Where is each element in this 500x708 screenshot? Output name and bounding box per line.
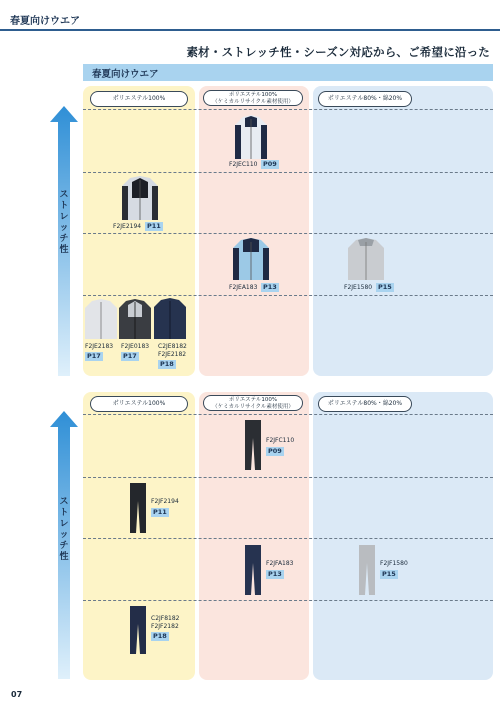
product-code: F2JE1580: [344, 284, 373, 291]
page-ref-badge[interactable]: P09: [263, 160, 277, 168]
page-ref-badge[interactable]: P13: [263, 283, 277, 291]
material-pill: ポリエステル100%: [90, 396, 188, 412]
page-ref-badge[interactable]: P09: [268, 447, 282, 455]
header-title: 春夏向けウエア: [10, 16, 80, 27]
material-pill: ポリエステル80%・綿20%: [318, 396, 412, 412]
stretch-axis-label: ス ト レ ッ チ 性: [59, 497, 69, 562]
page-ref-badge[interactable]: P17: [123, 352, 137, 360]
product-code: C2JF8182: [151, 615, 180, 622]
material-pill: ポリエステル80%・綿20%: [318, 91, 412, 107]
product-code: F2JE2194: [113, 223, 142, 230]
column-poly80-cotton20-pants: [313, 392, 493, 680]
material-pill-line: （ケミカルリサイクル素材使用）: [212, 404, 294, 410]
product-code: C2JE8182: [158, 343, 187, 350]
product-code: F2JEC110: [229, 161, 258, 168]
grid-line: [83, 295, 493, 296]
grid-line: [83, 172, 493, 173]
grid-line: [83, 233, 493, 234]
jacket-image: [153, 296, 187, 341]
product-code: F2JF2182: [151, 623, 179, 630]
jacket-image: [233, 113, 269, 161]
page-ref-badge[interactable]: P18: [153, 632, 167, 640]
headline: 素材・ストレッチ性・シーズン対応から、ご希望に沿った: [186, 45, 490, 59]
header-rule: [0, 29, 500, 31]
material-pill: ポリエステル100%: [90, 91, 188, 107]
jacket-image: [346, 236, 386, 282]
column-poly80-cotton20-jackets: [313, 86, 493, 376]
pants-image: [128, 481, 148, 535]
product-code: F2JE0183: [121, 343, 150, 350]
jacket-image: [118, 297, 152, 341]
section-title: 春夏向けウエア: [92, 69, 159, 80]
grid-line: [83, 600, 493, 601]
grid-line: [83, 414, 493, 415]
grid-line: [83, 538, 493, 539]
page-ref-badge[interactable]: P13: [268, 570, 282, 578]
pants-image: [243, 543, 263, 597]
product-code: F2JF1580: [380, 560, 408, 567]
product-code: F2JF2194: [151, 498, 179, 505]
page-number: 07: [11, 690, 23, 699]
product-code: F2JE2183: [85, 343, 114, 350]
pants-image: [128, 604, 148, 656]
product-code: F2JFA183: [266, 560, 294, 567]
product-code: F2JEA183: [229, 284, 258, 291]
page-ref-badge[interactable]: P15: [378, 283, 392, 291]
page-ref-badge[interactable]: P17: [87, 352, 101, 360]
page-ref-badge[interactable]: P11: [153, 508, 167, 516]
page-ref-badge[interactable]: P11: [147, 222, 161, 230]
jacket-image: [84, 297, 118, 341]
material-pill-line: ポリエステル100%: [228, 397, 278, 403]
product-code: F2JE2182: [158, 351, 187, 358]
pants-image: [357, 543, 377, 597]
jacket-image: [231, 236, 271, 282]
page-ref-badge[interactable]: P15: [382, 570, 396, 578]
jacket-image: [120, 174, 160, 222]
pants-image: [243, 418, 263, 472]
material-pill: [203, 90, 303, 106]
material-pill-line: （ケミカルリサイクル素材使用）: [212, 99, 294, 105]
stretch-axis-label: ス ト レ ッ チ 性: [59, 190, 69, 255]
grid-line: [83, 109, 493, 110]
material-pill: [203, 395, 303, 411]
product-code: F2JFC110: [266, 437, 295, 444]
page-ref-badge[interactable]: P18: [160, 360, 174, 368]
grid-line: [83, 477, 493, 478]
material-pill-line: ポリエステル100%: [228, 92, 278, 98]
